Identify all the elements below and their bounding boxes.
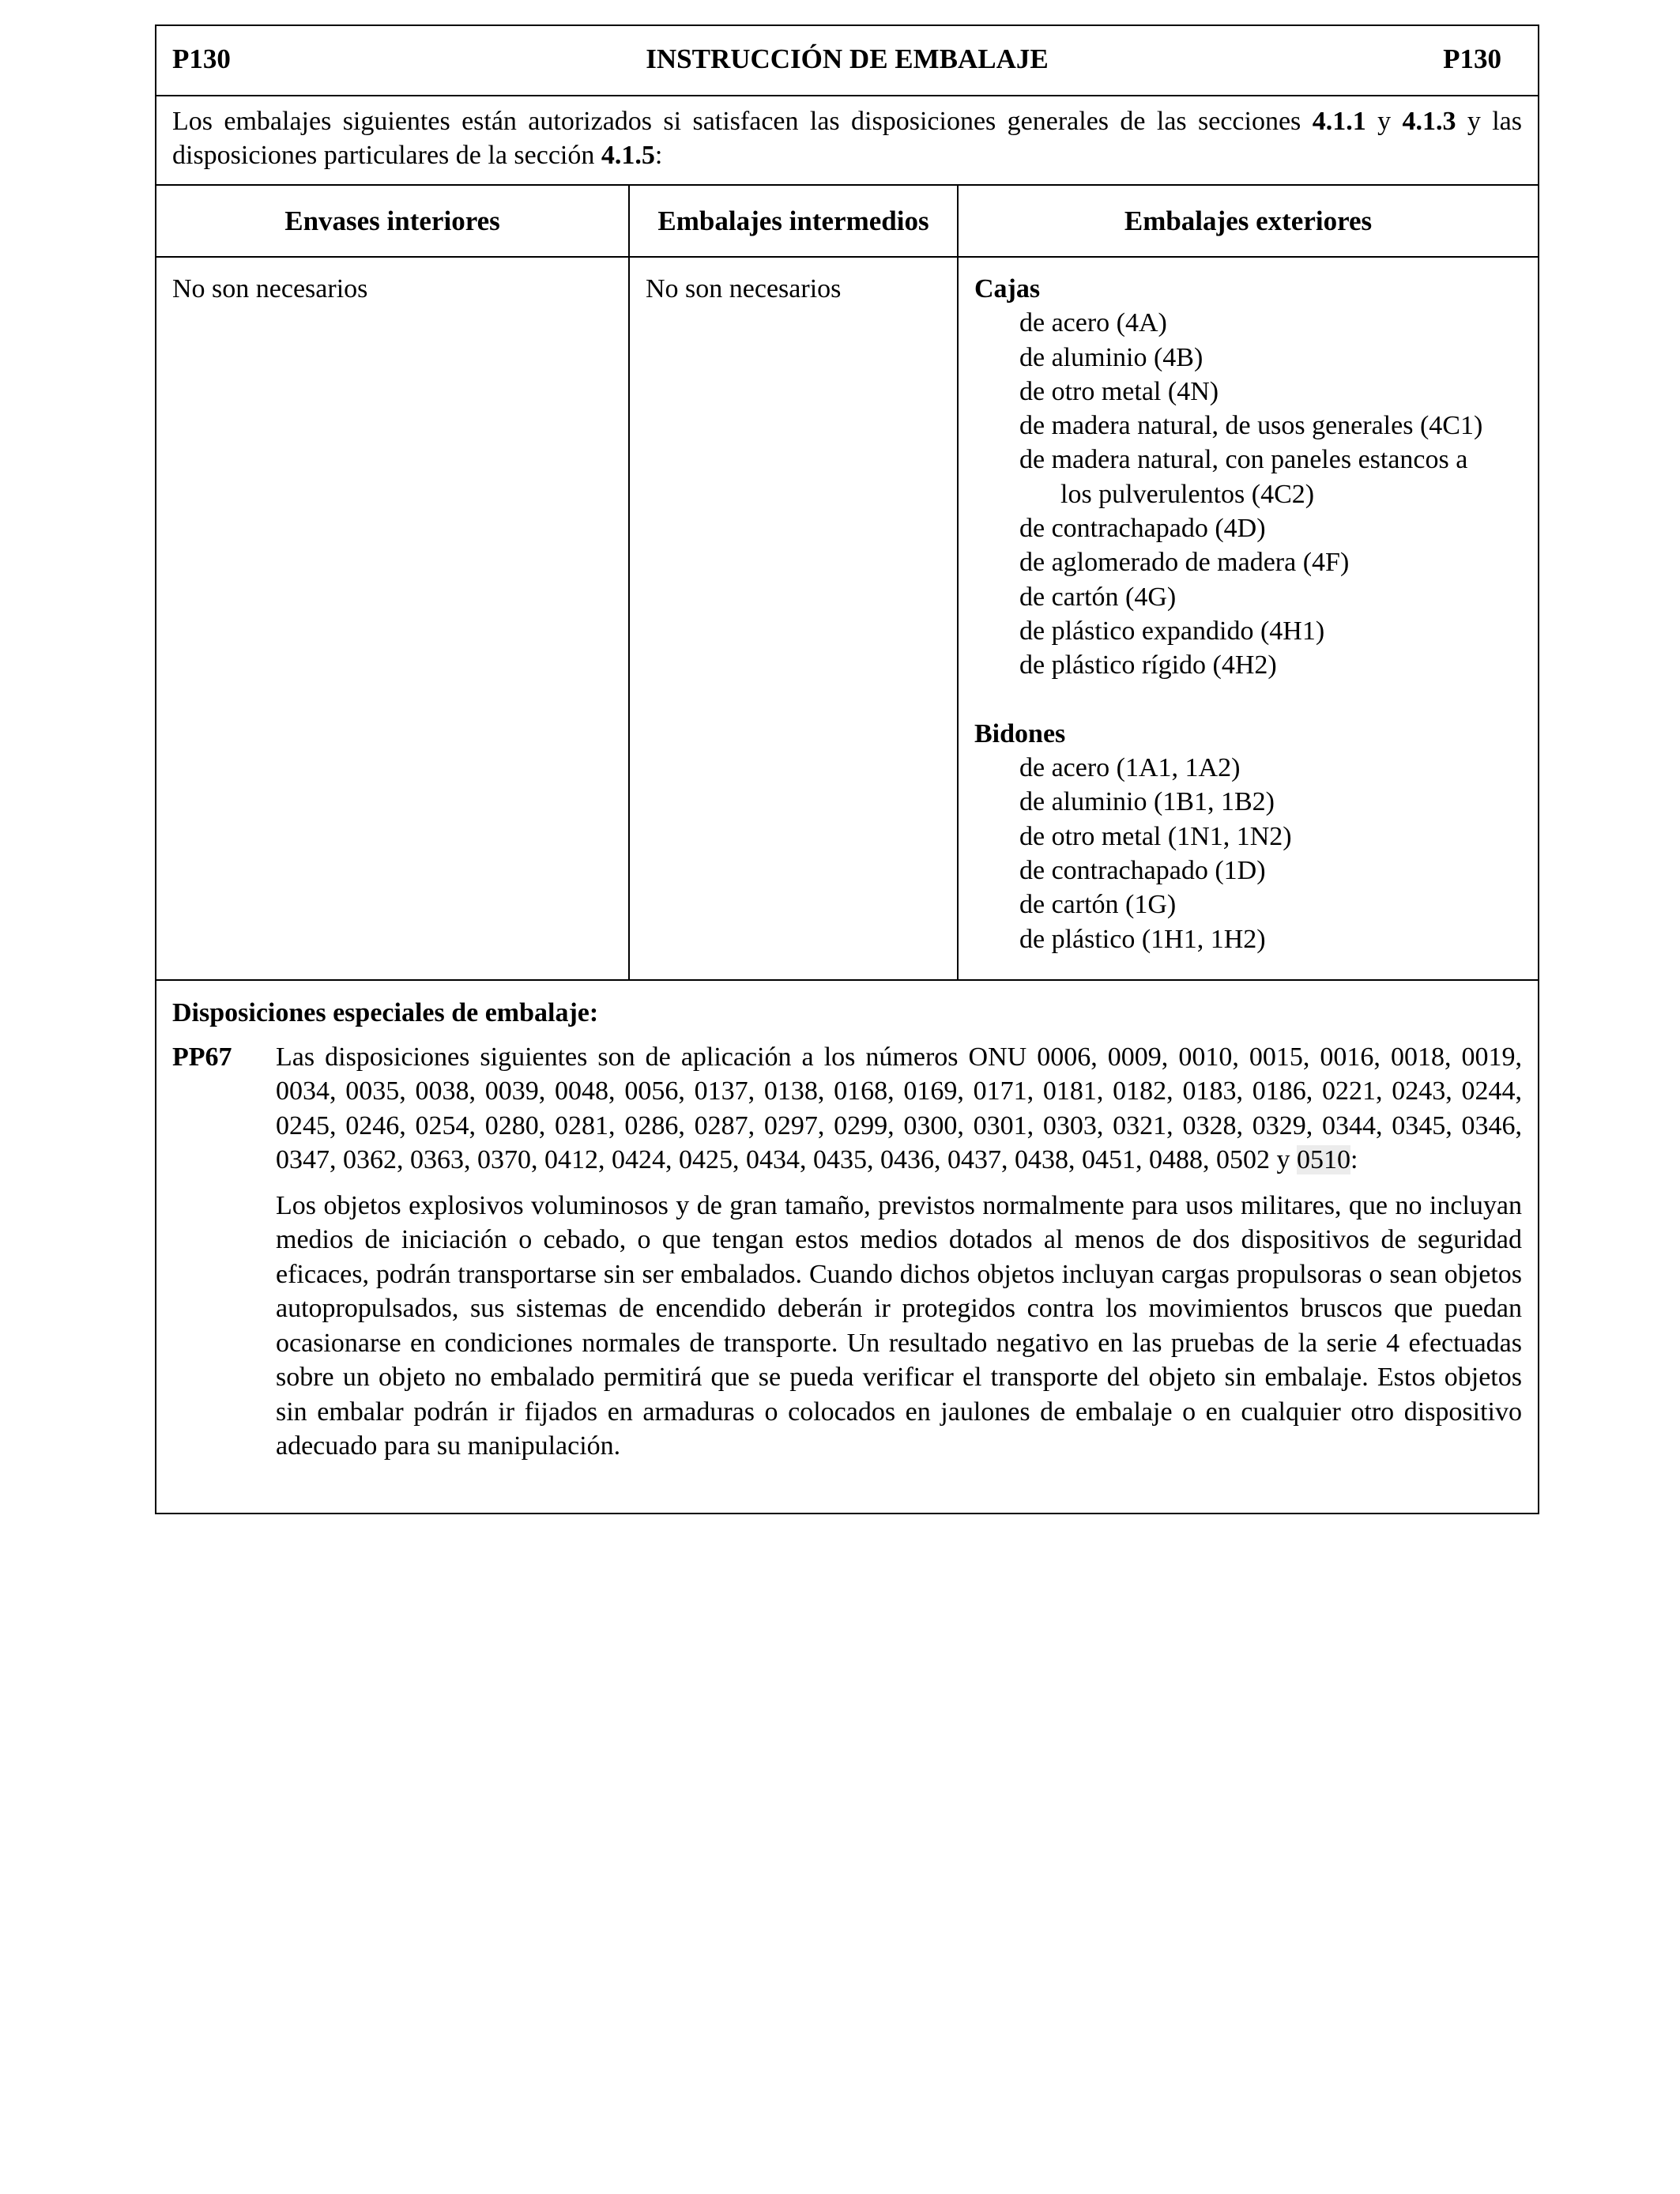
box-item: de madera natural, de usos generales (4C1) bbox=[1019, 411, 1483, 441]
inner-packagings-cell bbox=[156, 258, 630, 979]
box-item: de madera natural, con paneles estancos a bbox=[1019, 445, 1468, 475]
intro-ref-4-1-1: 4.1.1 bbox=[1312, 107, 1366, 136]
packagings-body bbox=[156, 258, 1538, 981]
un-numbers-list: Las disposiciones siguientes son de aplicación a los números ONU 0006, 0009, 0010, 0015, 0016, 0018, 0019, 0034, 0035, 0038, 0039, 0048, 0056, 0137, 0138, 0168, 0169, 0171, 0181, 0182, 0183, 0186, 0221, 0243, 0244, 0245, 0246, 0254, 0280, 0281, 0286, 0287, 0297, 0299, 0300, 0301, 0303, 0321, 0328, 0329, 0344, 0345, 0346, 0347, 0362, 0363, 0370, 0412, 0424, 0425, 0434, 0435, 0436, 0437, 0438, 0451, 0488, 0502 y bbox=[276, 1042, 1522, 1174]
box-item-continuation: los pulverulentos (4C2) bbox=[1060, 479, 1315, 509]
un-number-last: 0510 bbox=[1297, 1145, 1350, 1174]
drum-item: de contrachapado (1D) bbox=[1019, 856, 1266, 886]
intro-text-c: y las disposiciones particulares de la sección bbox=[172, 107, 1523, 170]
title-row bbox=[156, 26, 1538, 96]
special-provisions bbox=[156, 981, 1538, 1513]
drum-item: de otro metal (1N1, 1N2) bbox=[1019, 821, 1292, 851]
drum-item: de aluminio (1B1, 1B2) bbox=[1019, 787, 1275, 817]
drums-title: Bidones bbox=[974, 718, 1066, 748]
instruction-title: INSTRUCCIÓN DE EMBALAJE bbox=[646, 43, 1049, 74]
box-item: de cartón (4G) bbox=[1019, 582, 1177, 612]
drum-item: de cartón (1G) bbox=[1019, 890, 1177, 920]
packing-instruction-table bbox=[155, 25, 1539, 1514]
provision-code: PP67 bbox=[172, 1042, 232, 1072]
intro-text-b: y bbox=[1365, 107, 1403, 136]
intermediate-packagings-cell bbox=[630, 258, 959, 979]
instruction-code-left: P130 bbox=[172, 43, 231, 74]
header-outer-packagings: Embalajes exteriores bbox=[1124, 205, 1373, 236]
drum-item: de acero (1A1, 1A2) bbox=[1019, 753, 1241, 783]
intro-ref-4-1-5: 4.1.5 bbox=[601, 141, 655, 170]
boxes-title: Cajas bbox=[974, 274, 1041, 303]
special-provisions-title: Disposiciones especiales de embalaje: bbox=[172, 998, 599, 1027]
box-item: de plástico rígido (4H2) bbox=[1019, 650, 1277, 680]
box-item: de aglomerado de madera (4F) bbox=[1019, 548, 1350, 578]
box-item: de contrachapado (4D) bbox=[1019, 514, 1266, 544]
inner-packagings-value: No son necesarios bbox=[172, 274, 368, 303]
box-item: de otro metal (4N) bbox=[1019, 376, 1219, 406]
intro-text-d: : bbox=[654, 141, 663, 170]
group-spacer bbox=[974, 683, 1538, 717]
provision-body bbox=[276, 1040, 1522, 1464]
column-headers bbox=[156, 186, 1538, 258]
drum-item: de plástico (1H1, 1H2) bbox=[1019, 924, 1266, 954]
provision-pp67 bbox=[172, 1040, 1522, 1464]
instruction-code-right: P130 bbox=[1443, 43, 1501, 74]
box-item: de acero (4A) bbox=[1019, 308, 1167, 338]
intermediate-packagings-value: No son necesarios bbox=[646, 274, 842, 303]
intro-ref-4-1-3: 4.1.3 bbox=[1402, 107, 1456, 136]
header-intermediate-packagings: Embalajes intermedios bbox=[630, 186, 959, 256]
intro-text-a: Los embalajes siguientes están autorizados si satisfacen las disposiciones generales de las secciones bbox=[172, 107, 1313, 136]
header-inner-packagings: Envases interiores bbox=[156, 186, 630, 256]
outer-packagings-cell bbox=[959, 258, 1538, 979]
intro-paragraph bbox=[156, 96, 1538, 186]
box-item: de aluminio (4B) bbox=[1019, 342, 1203, 372]
un-numbers-colon: : bbox=[1350, 1145, 1358, 1174]
box-item: de plástico expandido (4H1) bbox=[1019, 616, 1325, 646]
provision-paragraph-un-numbers bbox=[276, 1040, 1522, 1178]
provision-paragraph-explosives: Los objetos explosivos voluminosos y de gran tamaño, previstos normalmente para usos militares, que no incluyan medios de iniciación o cebado, o que tengan estos medios dotados al menos de dos dispositivos de seguridad eficaces, podrán transportarse sin ser embalados. Cuando dichos objetos incluyan cargas propulsoras o sean objetos autopropulsados, sus sistemas de encendido deberán ir protegidos contra los movimientos bruscos que puedan ocasionarse en condiciones normales de transporte. Un resultado negativo en las pruebas de la serie 4 efectuadas sobre un objeto no embalado permitirá que se pueda verificar el transporte del objeto sin embalaje. Estos objetos sin embalar podrán ir fijados en armaduras o colocados en jaulones de embalaje o en cualquier otro dispositivo adecuado para su manipulación. bbox=[276, 1190, 1522, 1461]
